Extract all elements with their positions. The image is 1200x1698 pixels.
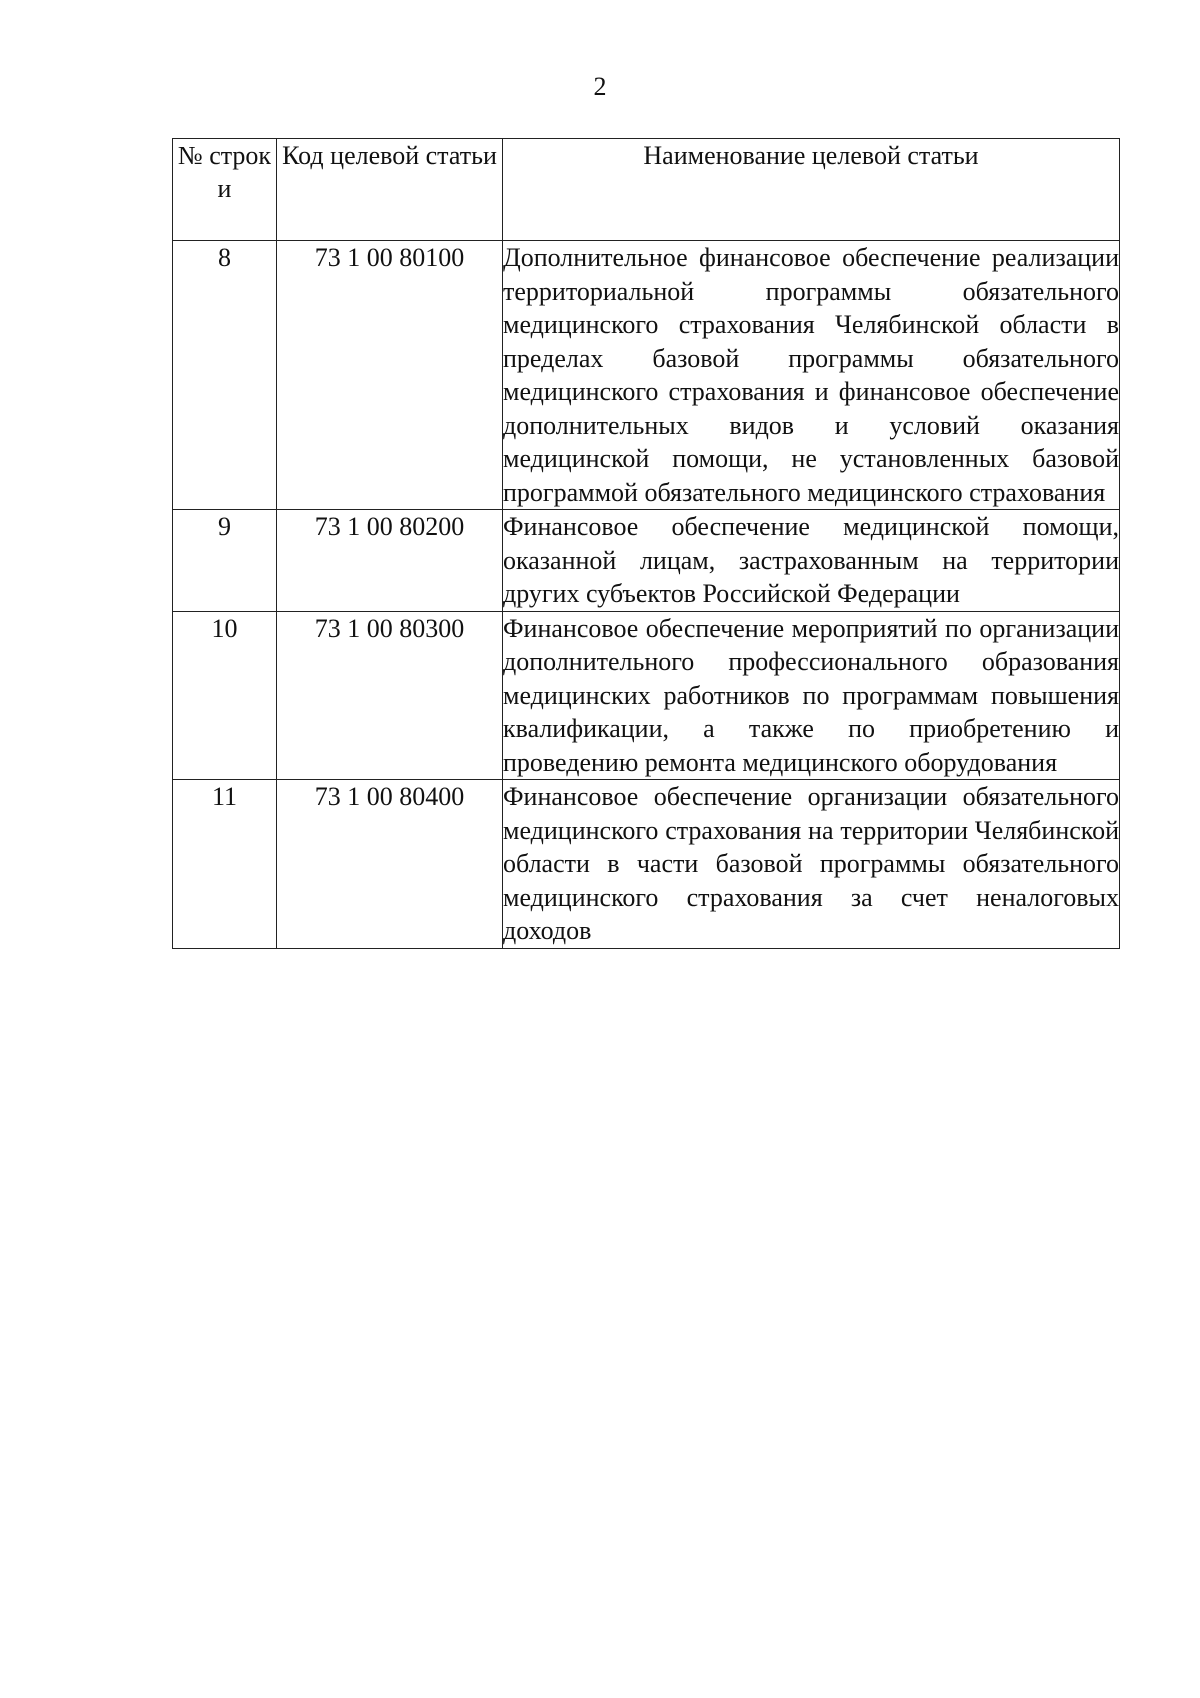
header-article-name: Наименование целевой статьи	[503, 139, 1120, 241]
table-row	[173, 510, 1120, 612]
table-row	[173, 241, 1120, 510]
article-name-cell: Финансовое обеспечение организации обязательного медицинского страхования на территории Челябинской области в части базовой программы обязательного медицинского страхования за счет неналоговых доходов	[503, 780, 1120, 949]
target-articles-table	[172, 138, 1120, 949]
row-number-cell: 11	[173, 780, 277, 949]
article-name-cell: Финансовое обеспечение мероприятий по организации дополнительного профессионального образования медицинских работников по программам повышения квалификации, а также по приобретению и проведению ремонта медицинского оборудования	[503, 611, 1120, 780]
table-row	[173, 780, 1120, 949]
article-name-cell: Финансовое обеспечение медицинской помощи, оказанной лицам, застрахованным на территории других субъектов Российской Федерации	[503, 510, 1120, 612]
table-header-row	[173, 139, 1120, 241]
article-code-cell: 73 1 00 80300	[277, 611, 503, 780]
row-number-cell: 10	[173, 611, 277, 780]
row-number-cell: 8	[173, 241, 277, 510]
article-code-cell: 73 1 00 80400	[277, 780, 503, 949]
article-name-cell: Дополнительное финансовое обеспечение реализации территориальной программы обязательного медицинского страхования Челябинской области в пределах базовой программы обязательного медицинского страхования и финансовое обеспечение дополнительных видов и условий оказания медицинской помощи, не установленных базовой программой обязательного медицинского страхования	[503, 241, 1120, 510]
article-code-cell: 73 1 00 80100	[277, 241, 503, 510]
article-code-cell: 73 1 00 80200	[277, 510, 503, 612]
header-row-number: № строк и	[173, 139, 277, 241]
row-number-cell: 9	[173, 510, 277, 612]
table-row	[173, 611, 1120, 780]
page-number: 2	[593, 72, 607, 101]
header-article-code: Код целевой статьи	[277, 139, 503, 241]
